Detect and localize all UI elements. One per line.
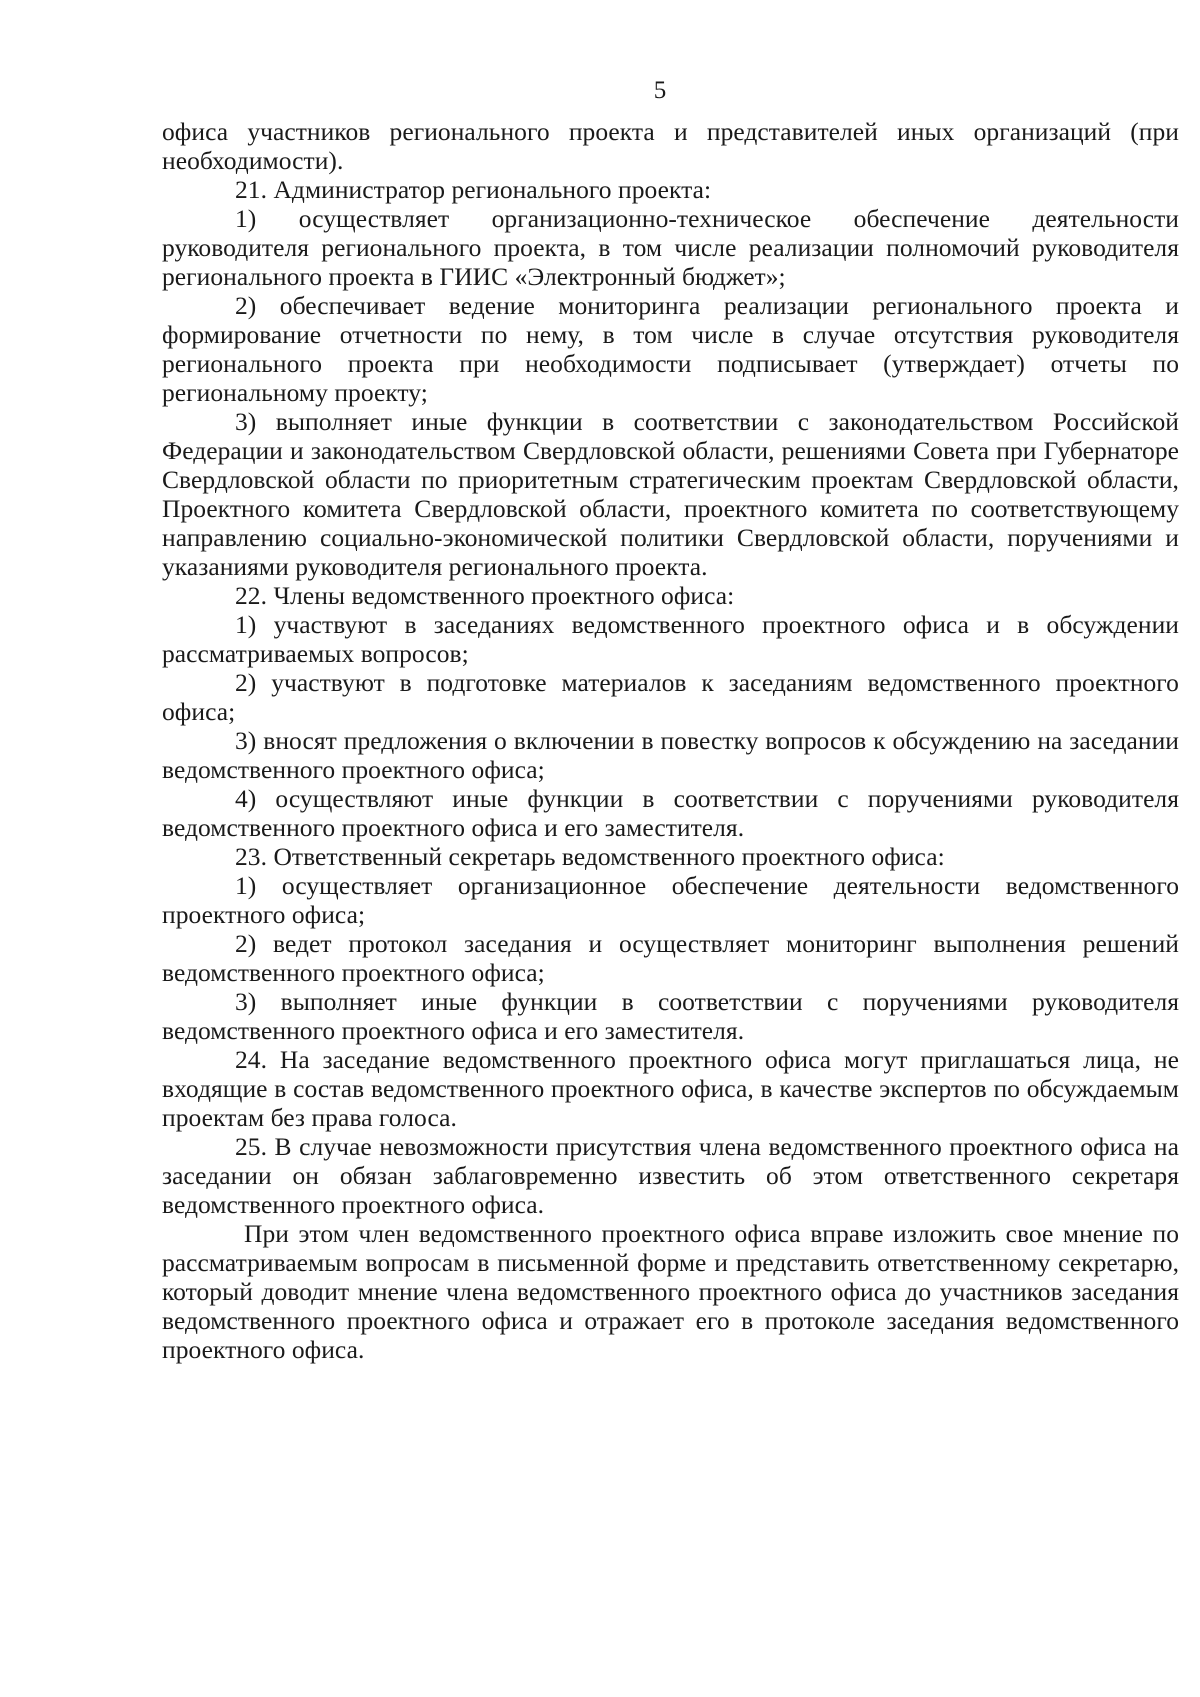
section-22-item-1: 1) участвуют в заседаниях ведомственного проектного офиса и в обсуждении рассматриваемых вопросов;: [162, 610, 1179, 668]
section-23-item-1: 1) осуществляет организационное обеспечение деятельности ведомственного проектного офиса;: [162, 871, 1179, 929]
section-23-item-2: 2) ведет протокол заседания и осуществляет мониторинг выполнения решений ведомственного проектного офиса;: [162, 929, 1179, 987]
section-23-heading: 23. Ответственный секретарь ведомственного проектного офиса:: [235, 842, 945, 871]
section-21-heading: 21. Администратор регионального проекта:: [235, 175, 712, 204]
section-22-item-4: 4) осуществляют иные функции в соответствии с поручениями руководителя ведомственного проектного офиса и его заместителя.: [162, 784, 1179, 842]
section-23-item-3: 3) выполняет иные функции в соответствии с поручениями руководителя ведомственного проектного офиса и его заместителя.: [162, 987, 1179, 1045]
document-body: [162, 117, 1179, 1364]
section-21-item-3: 3) выполняет иные функции в соответствии с законодательством Российской Федерации и законодательством Свердловской области, решениями Совета при Губернаторе Свердловской области по приоритетным стратегическим проектам Свердловской области, Проектного комитета Свердловской области, проектного комитета по соответствующему направлению социально-экономической политики Свердловской области, поручениями и указаниями руководителя регионального проекта.: [162, 407, 1179, 581]
page-number: 5: [653, 77, 667, 104]
section-24: 24. На заседание ведомственного проектного офиса могут приглашаться лица, не входящие в состав ведомственного проектного офиса, в качестве экспертов по обсуждаемым проектам без права голоса.: [162, 1045, 1179, 1132]
section-25: 25. В случае невозможности присутствия члена ведомственного проектного офиса на заседании он обязан заблаговременно известить об этом ответственного секретаря ведомственного проектного офиса.: [162, 1132, 1179, 1219]
section-22-item-3: 3) вносят предложения о включении в повестку вопросов к обсуждению на заседании ведомственного проектного офиса;: [162, 726, 1179, 784]
section-21-item-2: 2) обеспечивает ведение мониторинга реализации регионального проекта и формирование отчетности по нему, в том числе в случае отсутствия руководителя регионального проекта при необходимости подписывает (утверждает) отчеты по региональному проекту;: [162, 291, 1179, 407]
paragraph-continuation: офиса участников регионального проекта и представителей иных организаций (при необходимости).: [162, 117, 1179, 175]
section-22-item-2: 2) участвуют в подготовке материалов к заседаниям ведомственного проектного офиса;: [162, 668, 1179, 726]
section-22-heading: 22. Члены ведомственного проектного офиса:: [235, 581, 735, 610]
section-21-item-1: 1) осуществляет организационно-техническое обеспечение деятельности руководителя регионального проекта, в том числе реализации полномочий руководителя регионального проекта в ГИИС «Электронный бюджет»;: [162, 204, 1179, 291]
section-25-continuation: При этом член ведомственного проектного офиса вправе изложить свое мнение по рассматриваемым вопросам в письменной форме и представить ответственному секретарю, который доводит мнение члена ведомственного проектного офиса до участников заседания ведомственного проектного офиса и отражает его в протоколе заседания ведомственного проектного офиса.: [162, 1219, 1179, 1364]
